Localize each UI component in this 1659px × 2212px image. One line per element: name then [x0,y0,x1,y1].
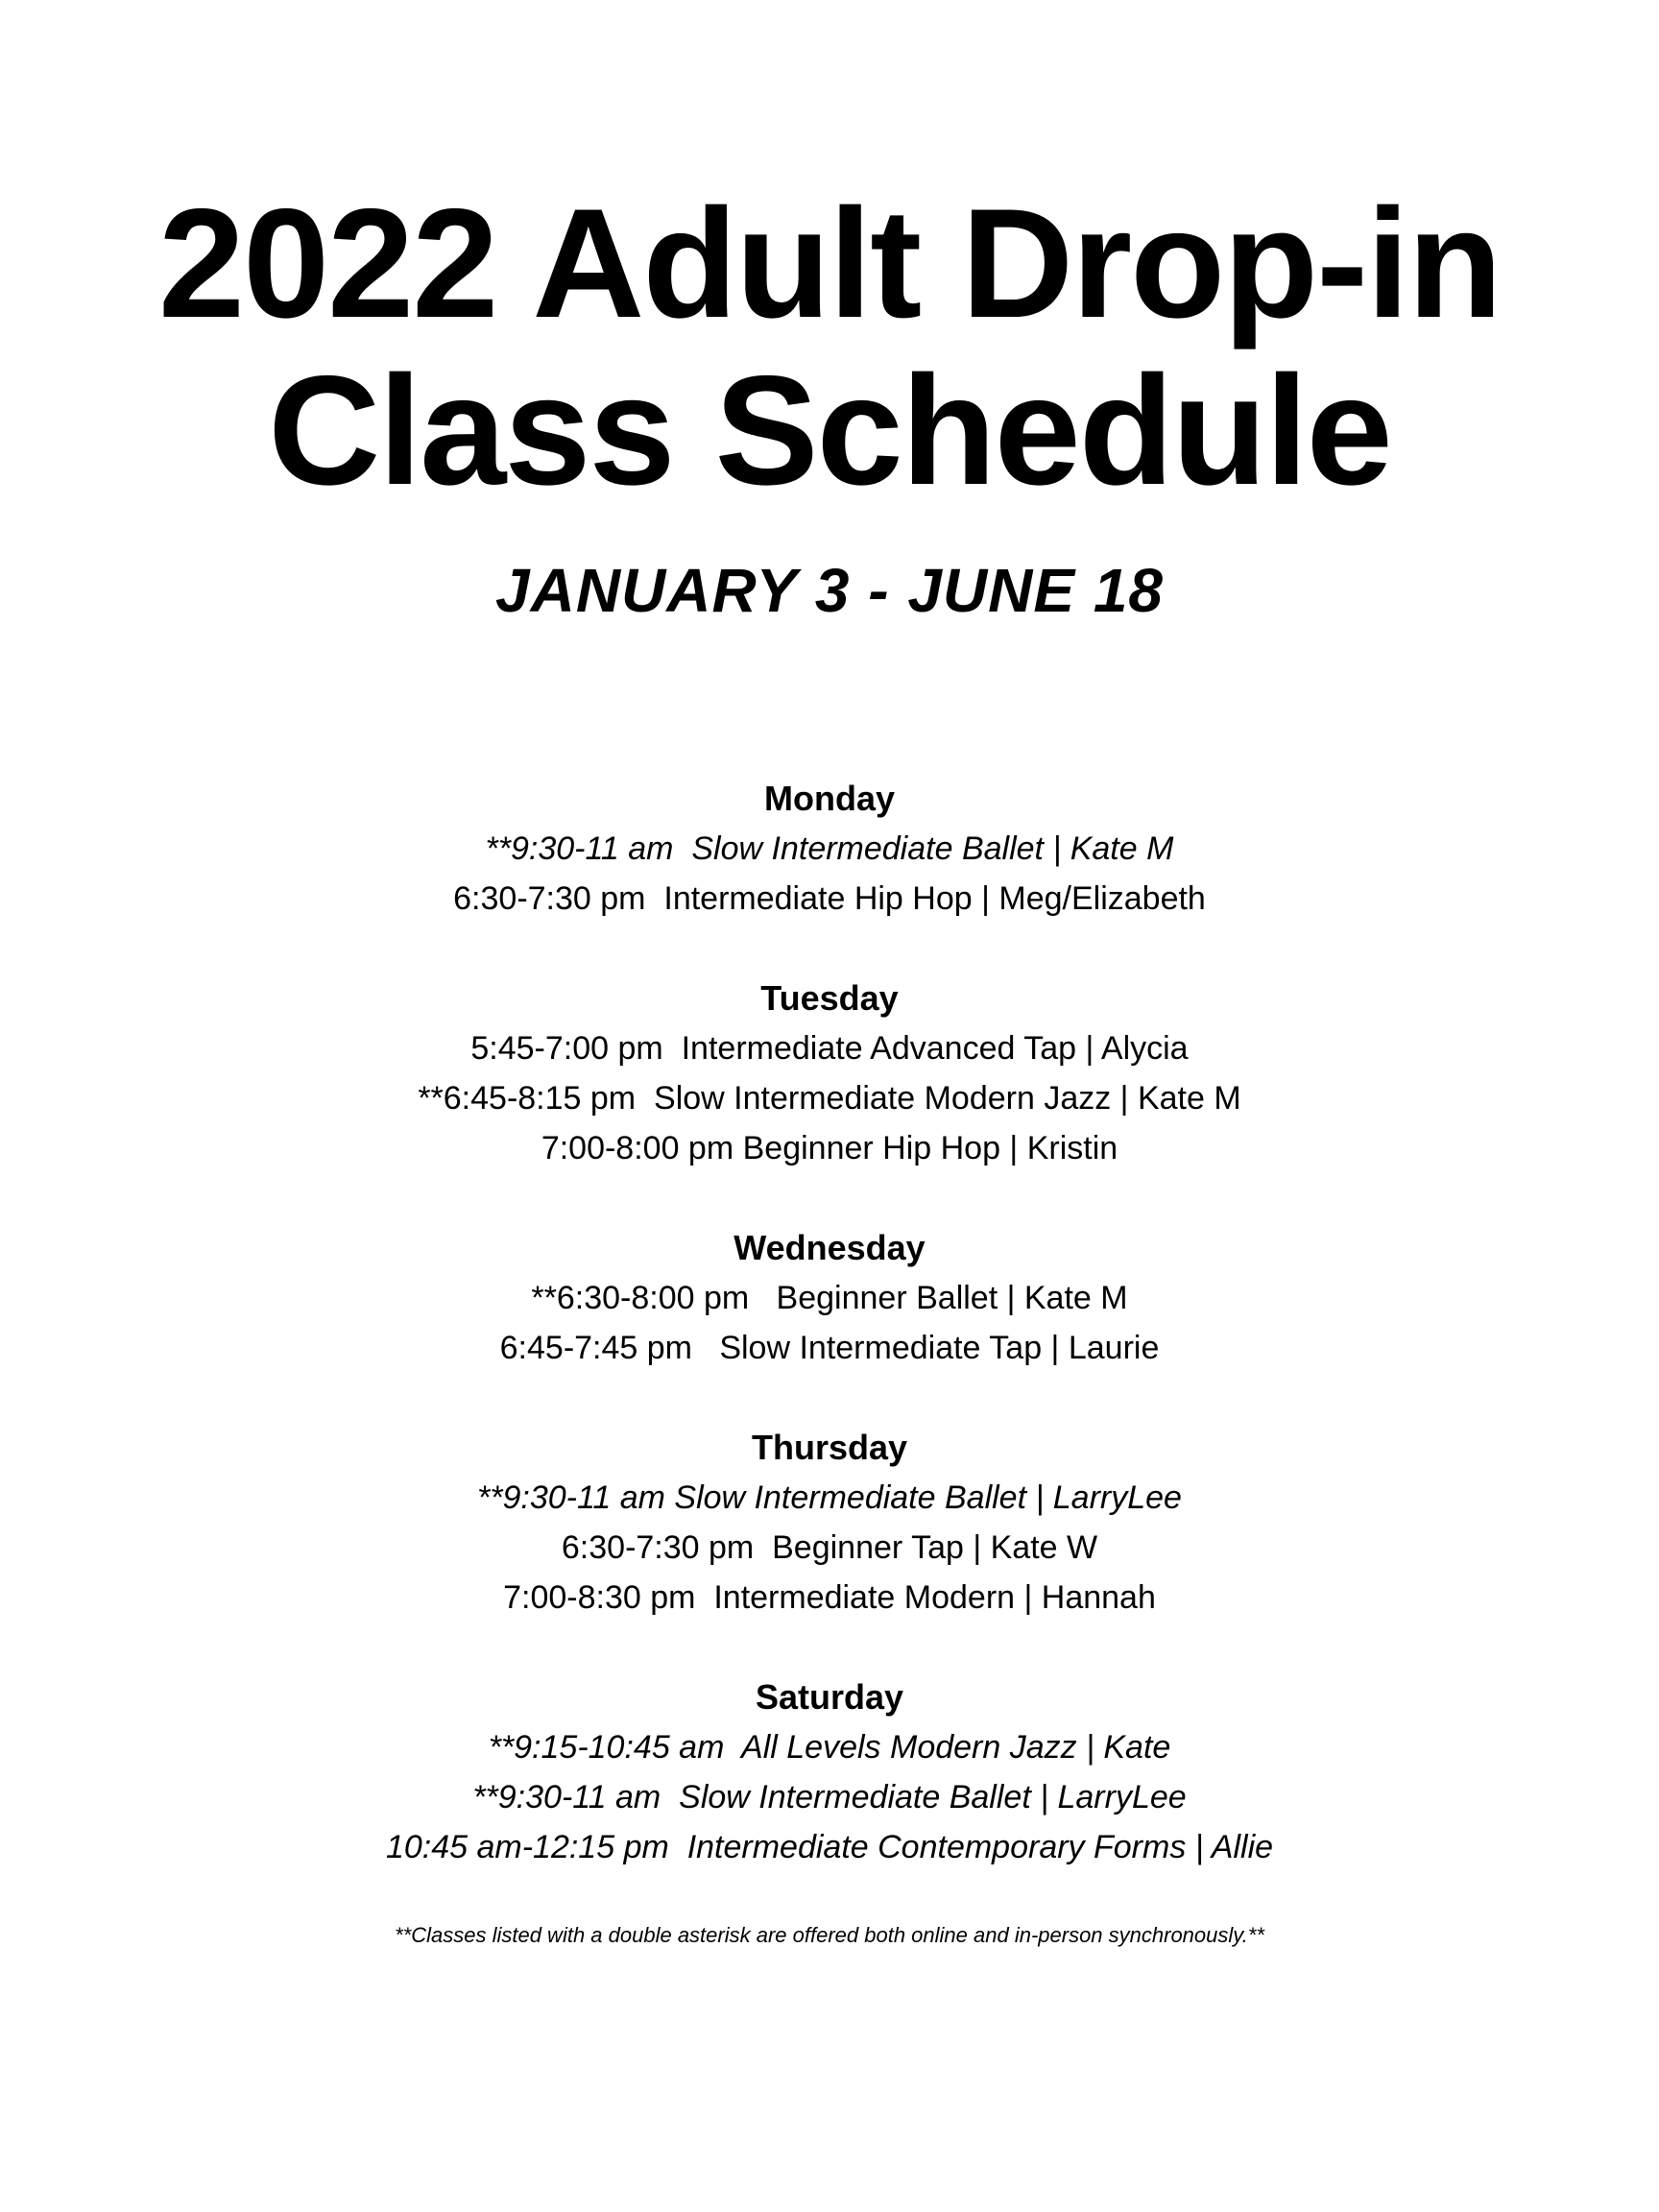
day-heading: Saturday [755,1677,904,1717]
schedule-list [0,774,1659,1922]
class-entry: **6:30-8:00 pm Beginner Ballet | Kate M [531,1280,1128,1316]
class-entry: 10:45 am-12:15 pm Intermediate Contemporary Forms | Allie [385,1829,1274,1865]
class-entry: **9:30-11 am Slow Intermediate Ballet | Kate M [485,830,1174,867]
class-entry: 5:45-7:00 pm Intermediate Advanced Tap | Alycia [470,1030,1189,1067]
class-entry: **9:30-11 am Slow Intermediate Ballet | LarryLee [472,1779,1187,1815]
class-entry: **9:30-11 am Slow Intermediate Ballet | LarryLee [477,1479,1182,1516]
date-range: JANUARY 3 - JUNE 18 [495,556,1164,625]
page-title [0,177,1659,517]
class-entry: 7:00-8:30 pm Intermediate Modern | Hannah [503,1579,1156,1616]
class-entry: **9:15-10:45 am All Levels Modern Jazz | Kate [488,1729,1171,1766]
day-tuesday [0,974,1659,1173]
footnote: **Classes listed with a double asterisk are offered both online and in-person synchronously.** [395,1923,1264,1947]
day-wednesday [0,1223,1659,1373]
page-title-line-2: Class Schedule [268,344,1391,517]
class-entry: 6:30-7:30 pm Beginner Tap | Kate W [561,1529,1098,1566]
day-thursday [0,1423,1659,1623]
class-entry: **6:45-8:15 pm Slow Intermediate Modern Jazz | Kate M [418,1080,1241,1117]
day-heading: Wednesday [733,1228,926,1267]
page-title-line-1: 2022 Adult Drop-in [157,177,1502,350]
day-monday [0,774,1659,924]
class-entry: 7:00-8:00 pm Beginner Hip Hop | Kristin [541,1130,1118,1166]
day-saturday [0,1672,1659,1872]
day-heading: Monday [763,779,895,818]
day-heading: Tuesday [760,978,899,1018]
day-heading: Thursday [751,1428,908,1467]
class-entry: 6:30-7:30 pm Intermediate Hip Hop | Meg/Elizabeth [453,880,1206,917]
class-entry: 6:45-7:45 pm Slow Intermediate Tap | Laurie [499,1330,1160,1366]
